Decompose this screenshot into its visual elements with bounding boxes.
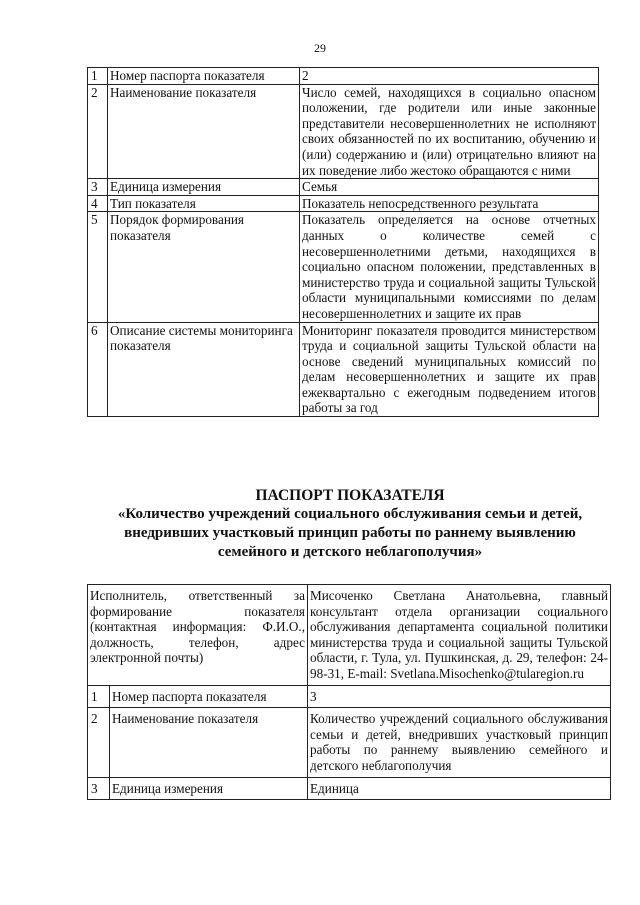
row-label: Порядок формирования показателя <box>108 212 300 322</box>
table-row <box>88 195 599 212</box>
row-number: 5 <box>88 212 108 322</box>
row-value: Показатель непосредственного результата <box>300 195 599 212</box>
row-value: 3 <box>308 685 611 708</box>
table-row <box>88 322 599 417</box>
executor-row <box>88 585 611 686</box>
table-row <box>88 212 599 322</box>
row-value: Единица <box>308 777 611 800</box>
row-number: 2 <box>88 708 110 777</box>
indicator-passport-table-3 <box>87 584 611 800</box>
table-row <box>88 708 611 777</box>
row-number: 3 <box>88 777 110 800</box>
passport-subtitle-line1: «Количество учреждений социального обслуживания семьи и детей, <box>117 506 583 522</box>
table-row <box>88 68 599 85</box>
passport-subtitle-line2: внедривших участковый принцип работы по раннему выявлению <box>124 525 576 541</box>
table-row <box>88 685 611 708</box>
row-value: Мониторинг показателя проводится министерством труда и социальной защиты Тульской области на основе сведений муниципальных комиссий по делам несовершеннолетних и защите их прав ежеквартально с ежегодным подведением итогов работы за год <box>300 322 599 417</box>
row-label: Единица измерения <box>110 777 308 800</box>
row-label: Тип показателя <box>108 195 300 212</box>
row-number: 6 <box>88 322 108 417</box>
row-number: 2 <box>88 84 108 179</box>
indicator-passport-table-2 <box>87 67 599 417</box>
row-value: Число семей, находящихся в социально опасном положении, где родители или иные законные представители несовершеннолетних не исполняют своих обязанностей по их воспитанию, обучению и (или) содержанию и (или) отрицательно влияют на их поведение либо жестоко обращаются с ними <box>300 84 599 179</box>
row-label: Номер паспорта показателя <box>110 685 308 708</box>
row-number: 1 <box>88 68 108 85</box>
row-number: 1 <box>88 685 110 708</box>
page-number: 29 <box>314 41 326 55</box>
row-value: 2 <box>300 68 599 85</box>
row-label: Номер паспорта показателя <box>108 68 300 85</box>
passport-heading: ПАСПОРТ ПОКАЗАТЕЛЯ <box>255 487 445 504</box>
row-label: Наименование показателя <box>110 708 308 777</box>
table-row <box>88 777 611 800</box>
row-number: 4 <box>88 195 108 212</box>
row-label: Наименование показателя <box>108 84 300 179</box>
row-value: Показатель определяется на основе отчетных данных о количестве семей с несовершеннолетними детьми, находящихся в социально опасном положении, представленных в министерство труда и социальной защиты Тульской области муниципальными комиссиями по делам несовершеннолетних и защите их прав <box>300 212 599 322</box>
row-label: Единица измерения <box>108 179 300 196</box>
row-value: Количество учреждений социального обслуживания семьи и детей, внедривших участковый принцип работы по раннему выявлению семейного и детского неблагополучия <box>308 708 611 777</box>
row-number: 3 <box>88 179 108 196</box>
passport-title <box>60 486 640 562</box>
row-label: Описание системы мониторинга показателя <box>108 322 300 417</box>
executor-value: Мисоченко Светлана Анатольевна, главный консультант отдела организации социального обслуживания департамента социальной политики министерства труда и социальной защиты Тульской области, г. Тула, ул. Пушкинская, д. 29, телефон: 24-98-31, E-mail: Svetlana.Misochenko@tularegion.ru <box>308 585 611 686</box>
executor-label: Исполнитель, ответственный за формирование показателя (контактная информация: Ф.И.О., должность, телефон, адрес электронной почты) <box>88 585 308 686</box>
table-row <box>88 179 599 196</box>
row-value: Семья <box>300 179 599 196</box>
table-row <box>88 84 599 179</box>
passport-subtitle-line3: семейного и детского неблагополучия» <box>217 544 483 560</box>
